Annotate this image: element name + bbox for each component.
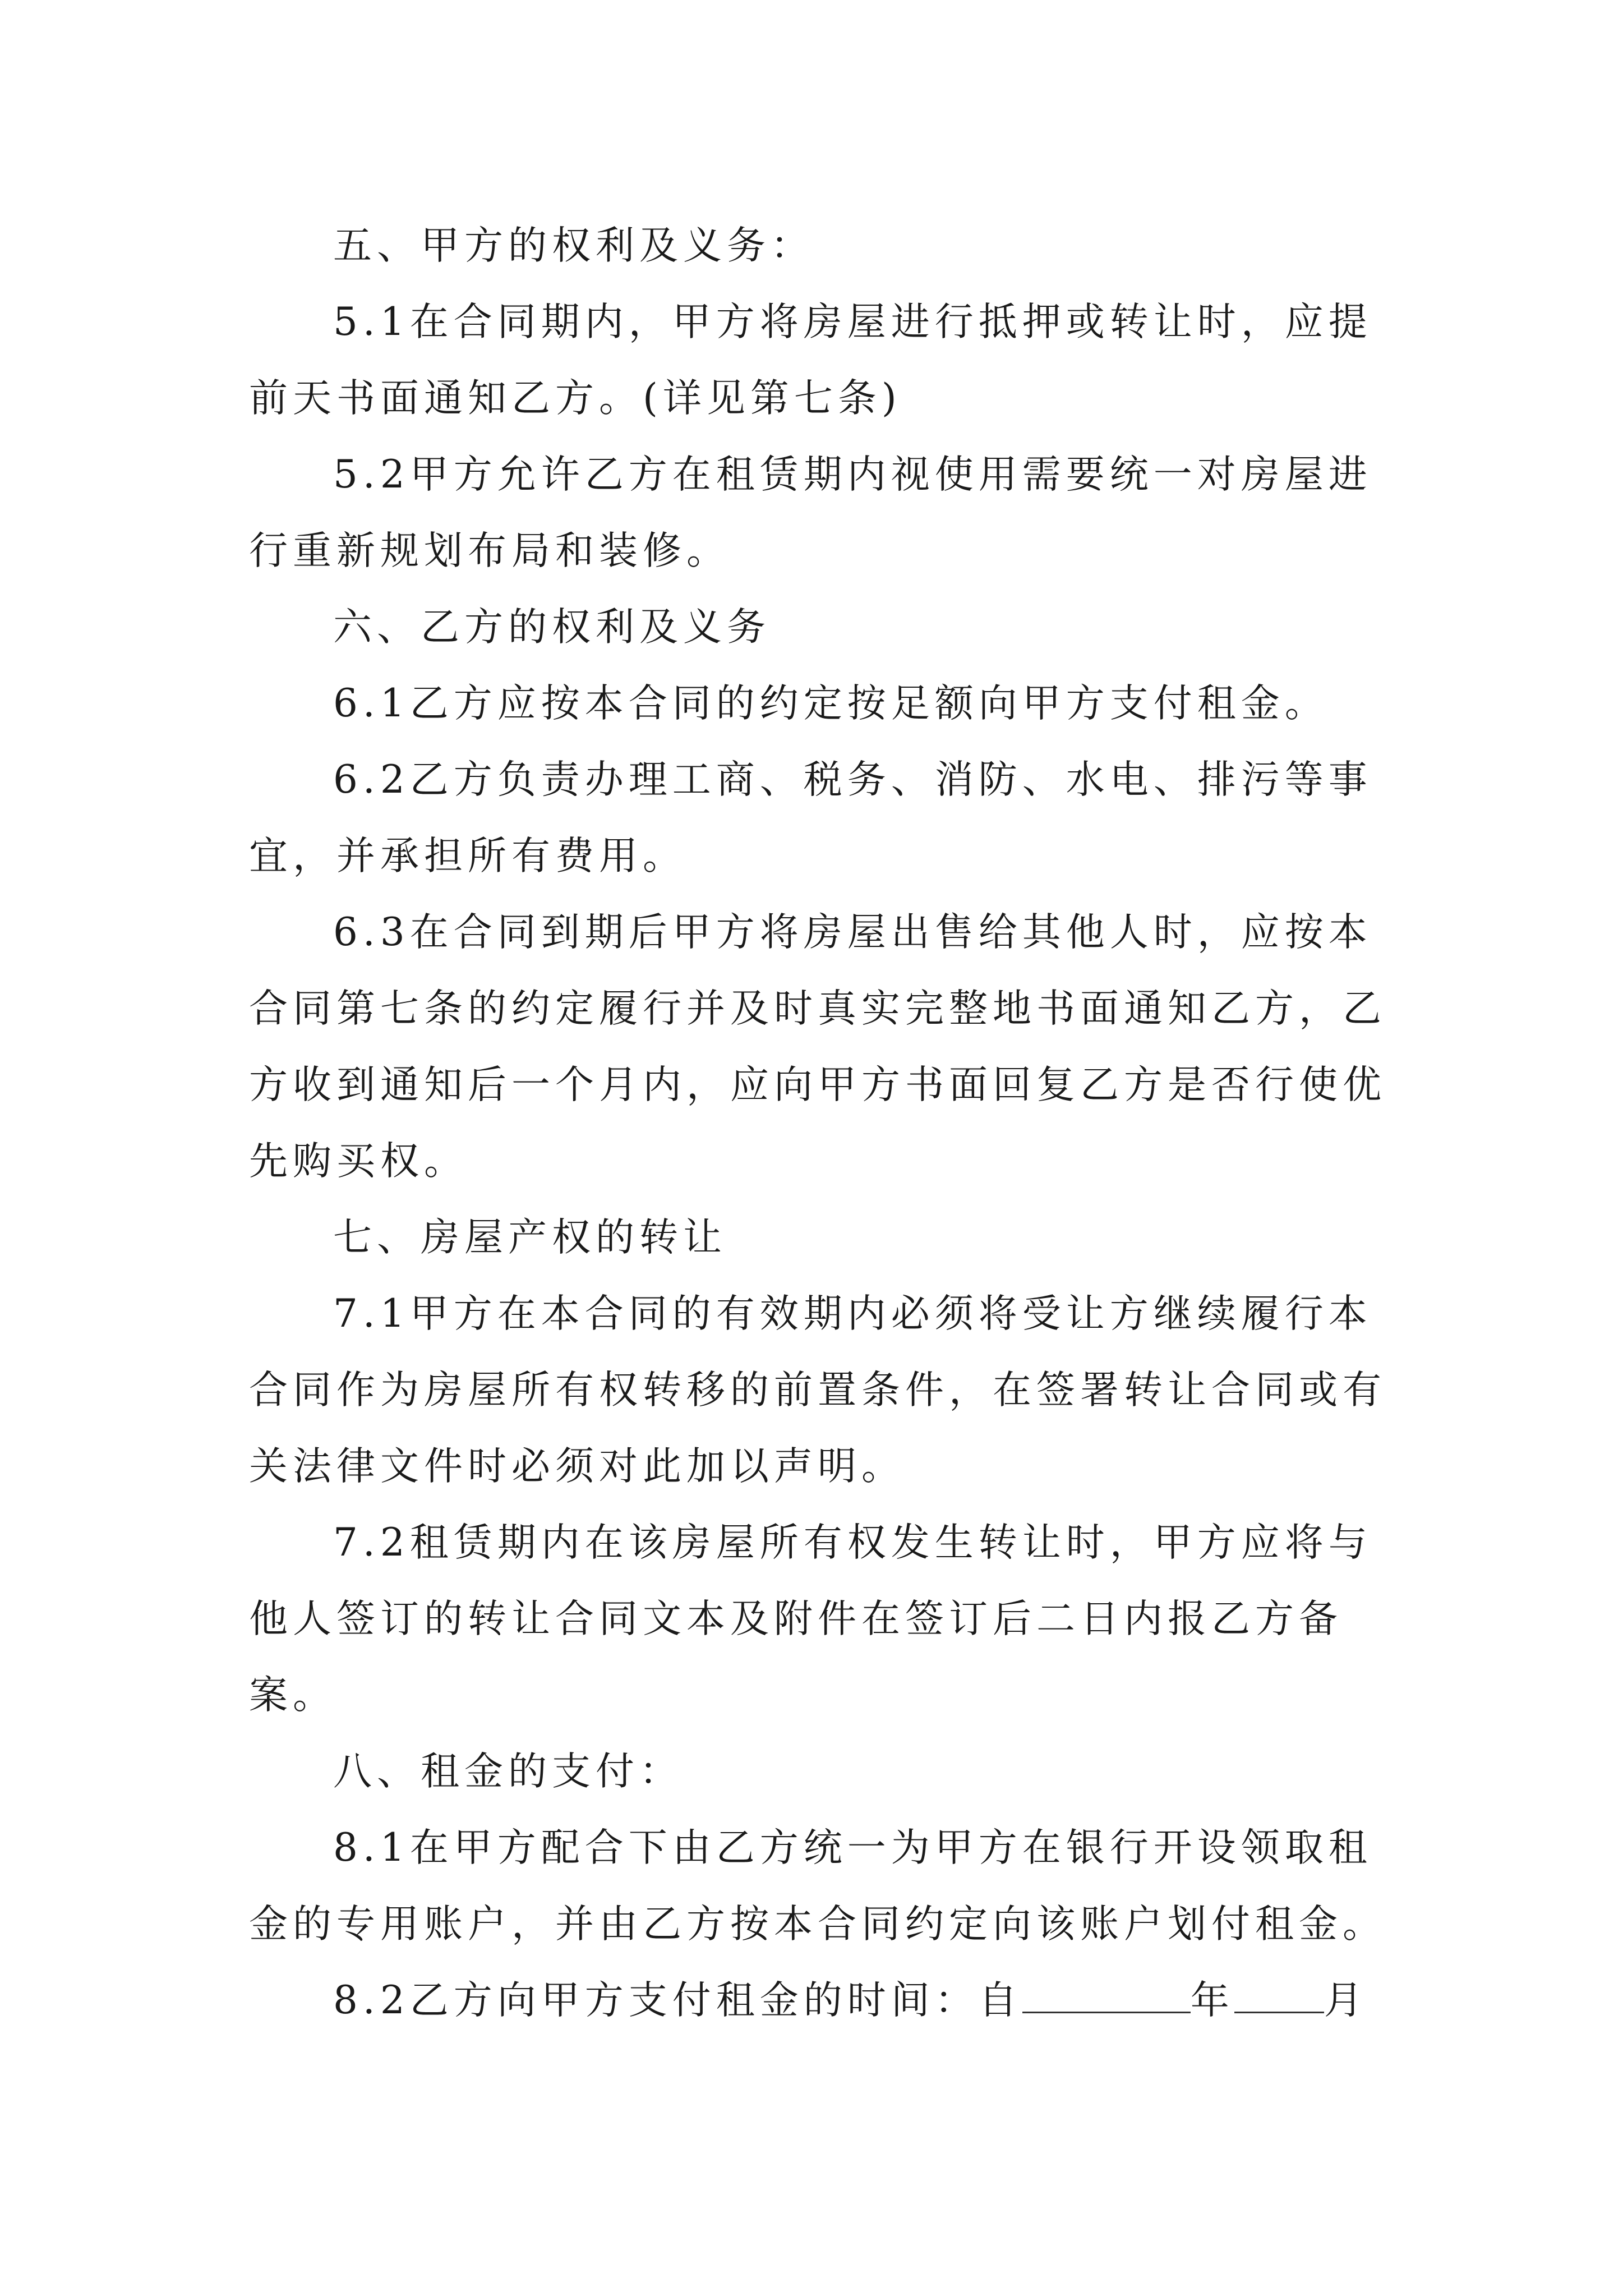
clause-line: 5.2甲方允许乙方在租赁期内视使用需要统一对房屋进 [333, 452, 1372, 497]
document-page [249, 208, 1387, 2039]
clause-line: 案。 [249, 1673, 336, 1718]
clause-line: 关法律文件时必须对此加以声明。 [249, 1444, 905, 1489]
clause-line: 前天书面通知乙方。(详见第七条) [249, 376, 902, 421]
clause-line: 合同作为房屋所有权转移的前置条件，在签署转让合同或有 [249, 1368, 1386, 1412]
clause-line: 宜，并承担所有费用。 [249, 834, 686, 878]
clause-line: 5.1在合同期内，甲方将房屋进行抵押或转让时，应提 [333, 300, 1372, 344]
year-label: 年 [1190, 1978, 1234, 2023]
section-heading: 五、甲方的权利及义务： [333, 223, 814, 268]
clause-line: 金的专用账户，并由乙方按本合同约定向该账户划付租金。 [249, 1902, 1386, 1947]
clause-line: 7.1甲方在本合同的有效期内必须将受让方继续履行本 [333, 1291, 1372, 1336]
clause-line-payment-date [249, 1962, 1387, 2039]
clause-line: 6.1乙方应按本合同的约定按足额向甲方支付租金。 [333, 681, 1329, 726]
payment-date-prefix: 8.2乙方向甲方支付租金的时间：自 [333, 1978, 1022, 2023]
clause-line: 6.3在合同到期后甲方将房屋出售给其他人时，应按本 [333, 910, 1372, 955]
clause-line: 6.2乙方负责办理工商、税务、消防、水电、排污等事 [333, 757, 1372, 802]
month-label: 月 [1324, 1978, 1368, 2023]
year-blank-field[interactable] [1022, 1978, 1191, 2013]
clause-line: 合同第七条的约定履行并及时真实完整地书面通知乙方，乙 [249, 986, 1386, 1031]
clause-line: 8.1在甲方配合下由乙方统一为甲方在银行开设领取租 [333, 1825, 1372, 1870]
clause-line: 他人签订的转让合同文本及附件在签订后二日内报乙方备 [249, 1596, 1343, 1641]
clause-line: 行重新规划布局和装修。 [249, 528, 730, 573]
clause-line: 先购买权。 [249, 1139, 468, 1184]
clause-line: 7.2租赁期内在该房屋所有权发生转让时，甲方应将与 [333, 1520, 1372, 1565]
section-heading: 八、租金的支付： [333, 1749, 683, 1794]
section-heading: 七、房屋产权的转让 [333, 1215, 727, 1260]
section-heading: 六、乙方的权利及义务 [333, 605, 771, 650]
clause-line: 方收到通知后一个月内，应向甲方书面回复乙方是否行使优 [249, 1062, 1386, 1107]
month-blank-field[interactable] [1234, 1978, 1324, 2013]
